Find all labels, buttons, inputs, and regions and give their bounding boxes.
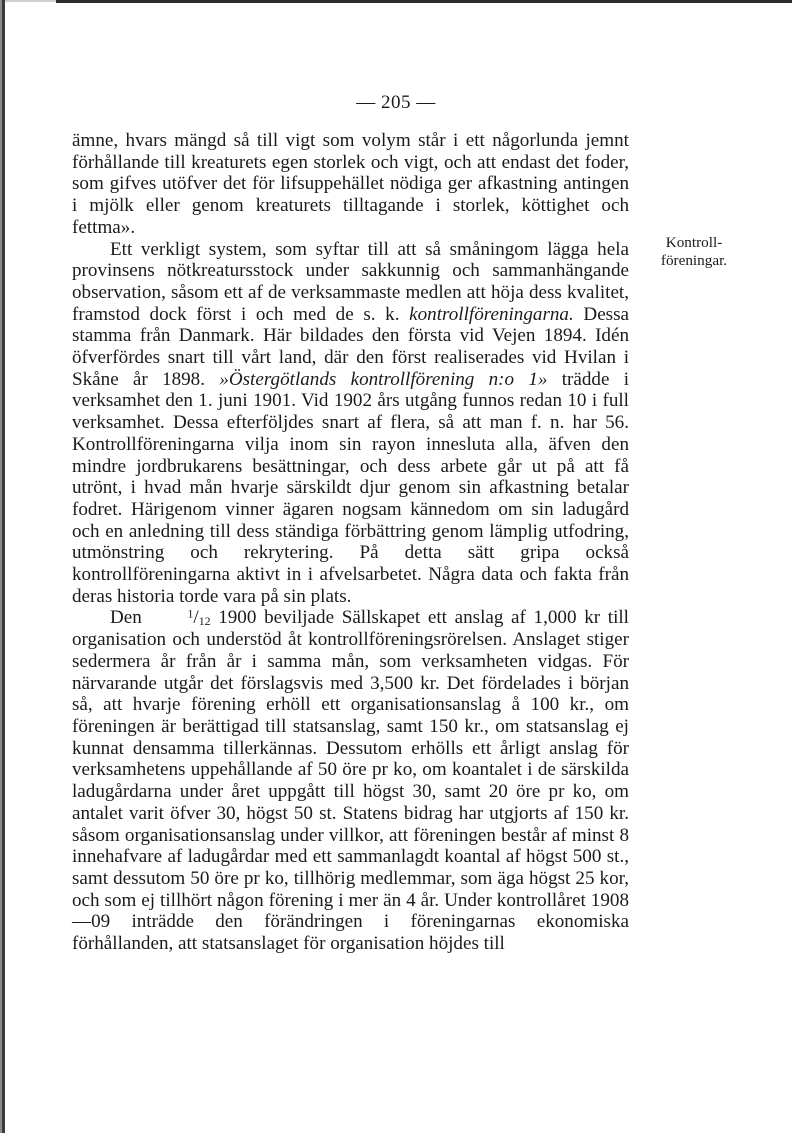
body-text-block	[72, 130, 629, 955]
margin-note-line-2: föreningar.	[660, 251, 728, 269]
fraction-denominator: 12	[198, 614, 211, 629]
margin-note	[640, 234, 748, 269]
paragraph-2-segment-2: Dessa stamma från Danmark. Här bildades den första vid Vejen 1894. Idén öfverfördes snart till vårt land, där den först realiserades vid Hvilan i Skåne år 1898.	[72, 303, 630, 390]
paragraph-2-term-ostergotlands-kontrollforening: »Östergötlands kontrollförening n:o 1»	[219, 368, 548, 390]
paragraph-3-segment-1: Den	[110, 607, 150, 629]
paragraph-1	[72, 130, 629, 239]
paragraph-2-segment-3: trädde i verksamhet den 1. juni 1901. Vid 1902 års utgång funnos redan 10 i full verksamhet. Dessa efterföljdes snart af flera, så att man f. n. har 56. Kontrollföreningarna vilja inom sin rayon innesluta alla, äfven den mindre jordbrukarens besättningar, och dess arbete går ut på att få utrönt, i hvad mån hvarje särskildt djur genom sin afkastning betalar fodret. Härigenom vinner ägaren nogsam kännedom om sin ladugård och en anledning till dess ständiga förbättring genom lämplig utfodring, utmönstring och rekrytering. På detta sätt gripa också kontrollföreningarna aktivt in i afvelsarbetet. Några data och fakta från deras historia torde vara på sin plats.	[72, 368, 629, 607]
date-fraction-one-twelfth: $^1/_{12}$	[187, 607, 211, 629]
paragraph-3-segment-2: 1900 beviljade Sällskapet ett anslag af 1,000 kr till organisation och understöd åt kontrollföreningsrörelsen. Anslaget stiger sedermera år från år i samma mån, som verksamheten vidgas. För närvarande utgår det förslagsvis med 3,500 kr. Det fördelades i början så, att hvarje förening erhöll ett organisationsanslag å 100 kr., om föreningen är berättigad till statsanslag, samt 150 kr., om statsanslag ej kunnat densamma tillerkännas. Dessutom erhölls ett årligt anslag för verksamhetens uppehållande af 50 öre pr ko, om koantalet i de särskilda ladugårdarna under året uppgått till högst 30, samt 20 öre pr ko, om antalet varit öfver 30, högst 50 st. Statens bidrag har utgjorts af 150 kr. såsom organisationsanslag under villkor, att föreningen består af minst 8 innehafvare af ladugårdar med ett sammanlagdt koantal af högst 500 st., samt dessutom 50 öre pr ko, tillhörig medlemmar, som äga högst 25 kor, och som ej tillhört någon förening i mer än 4 år. Under kontrollåret 1908—09 inträdde den förändringen i föreningarnas ekonomiska förhållanden, att statsanslaget för organisation höjdes till	[72, 607, 629, 955]
paragraph-2-term-kontrollforeningarna: kontrollföreningarna.	[409, 303, 574, 325]
scan-edge-top	[56, 0, 792, 3]
paragraph-2-segment-1: Ett verkligt system, som syftar till att så småningom lägga hela provinsens nötkreatursstock under sakkunnig och sammanhängande observation, såsom ett af de verksammaste medlen att höja dess kvalitet, framstod dock först i och med de s. k.	[72, 238, 629, 325]
paragraph-2	[72, 239, 629, 608]
paragraph-1-text: ämne, hvars mängd så till vigt som volym står i ett någorlunda jemnt förhållande till kreaturets egen storlek och vigt, och att endast det foder, som gifves utöfver det för lifsuppehället nödiga ger afkastning antingen i mjölk eller genom kreaturets tilltagande i storlek, köttighet och fettma».	[72, 130, 629, 238]
page-number-header: — 205 —	[356, 92, 436, 113]
fraction-numerator: 1	[187, 607, 194, 622]
scan-edge-top-left	[0, 0, 56, 2]
margin-note-line-1: Kontroll-	[665, 234, 723, 251]
scan-edge-left	[2, 0, 5, 1133]
paragraph-3	[72, 607, 629, 954]
